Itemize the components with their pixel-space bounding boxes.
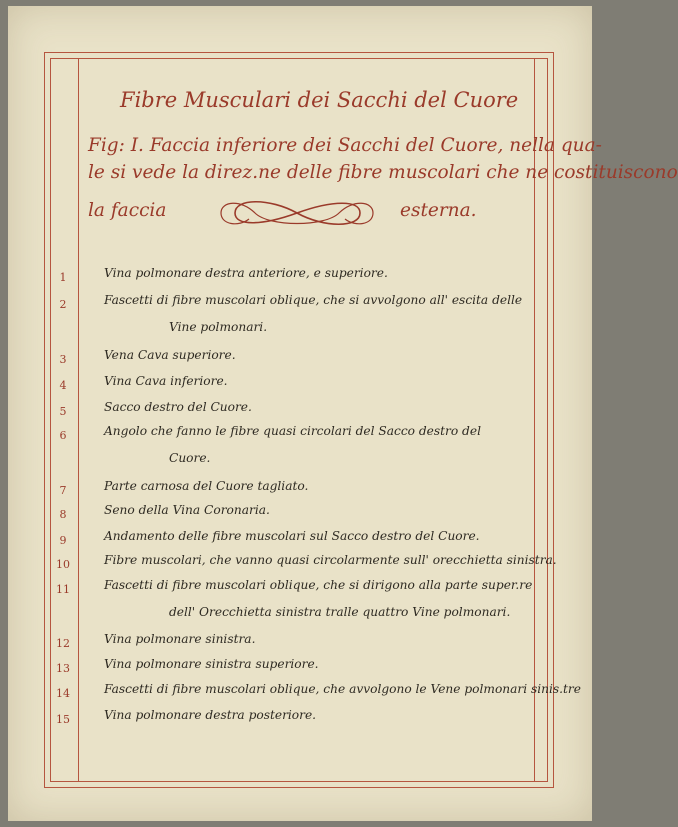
- entry-text: Vena Cava superiore.: [104, 348, 236, 362]
- entry-number: 12: [56, 637, 70, 650]
- entry-text: dell' Orecchietta sinistra tralle quattro Vine polmonari.: [169, 605, 511, 619]
- entry-number: 10: [56, 558, 70, 571]
- entry-number: 7: [59, 484, 67, 497]
- entry-number: 8: [59, 508, 67, 521]
- entry-number: 3: [59, 353, 67, 366]
- entry-number: 9: [59, 534, 67, 547]
- entry-text: Andamento delle fibre muscolari sul Sacco destro del Cuore.: [104, 529, 480, 543]
- flourish-ornament: [215, 192, 380, 234]
- entry-number: 13: [56, 662, 70, 675]
- title-line-1: Fibre Musculari dei Sacchi del Cuore: [120, 88, 519, 112]
- entry-text: Fascetti di fibre muscolari oblique, che si dirigono alla parte super.re: [104, 578, 533, 592]
- entry-text: Sacco destro del Cuore.: [104, 400, 252, 414]
- entry-text: Vina polmonare sinistra.: [104, 632, 256, 646]
- entry-number: 15: [56, 713, 70, 726]
- entry-text: Vina polmonare destra anteriore, e superiore.: [104, 266, 388, 280]
- entry-text: Cuore.: [169, 451, 211, 465]
- entry-number: 14: [56, 687, 70, 700]
- entry-text: Vina polmonare destra posteriore.: [104, 708, 317, 722]
- title-line-3: le si vede la direz.ne delle fibre muscolari che ne costituiscono: [88, 162, 678, 183]
- entry-number: 6: [59, 429, 67, 442]
- entry-number: 4: [59, 379, 67, 392]
- entry-text: Fascetti di fibre muscolari oblique, che avvolgono le Vene polmonari sinis.tre: [104, 682, 581, 696]
- entry-text: Seno della Vina Coronaria.: [104, 503, 270, 517]
- entry-number: 2: [59, 298, 67, 311]
- entry-number: 5: [59, 405, 67, 418]
- entry-text: Parte carnosa del Cuore tagliato.: [104, 479, 309, 493]
- entry-text: Vina Cava inferiore.: [104, 374, 228, 388]
- entry-text: Vina polmonare sinistra superiore.: [104, 657, 319, 671]
- entry-text: Vine polmonari.: [169, 320, 268, 334]
- entry-text: Angolo che fanno le fibre quasi circolari del Sacco destro del: [104, 424, 481, 438]
- entry-text: Fibre muscolari, che vanno quasi circolarmente sull' orecchietta sinistra.: [104, 553, 557, 567]
- entry-number: 11: [56, 583, 70, 596]
- entry-text: Fascetti di fibre muscolari oblique, che si avvolgono all' escita delle: [104, 293, 523, 307]
- margin-rule: [78, 58, 79, 782]
- title-line-2: Fig: I. Faccia inferiore dei Sacchi del Cuore, nella qua-: [88, 135, 602, 156]
- title-line-4: la faccia: [88, 200, 167, 221]
- title-line-5: esterna.: [400, 200, 477, 221]
- entry-number: 1: [59, 271, 67, 284]
